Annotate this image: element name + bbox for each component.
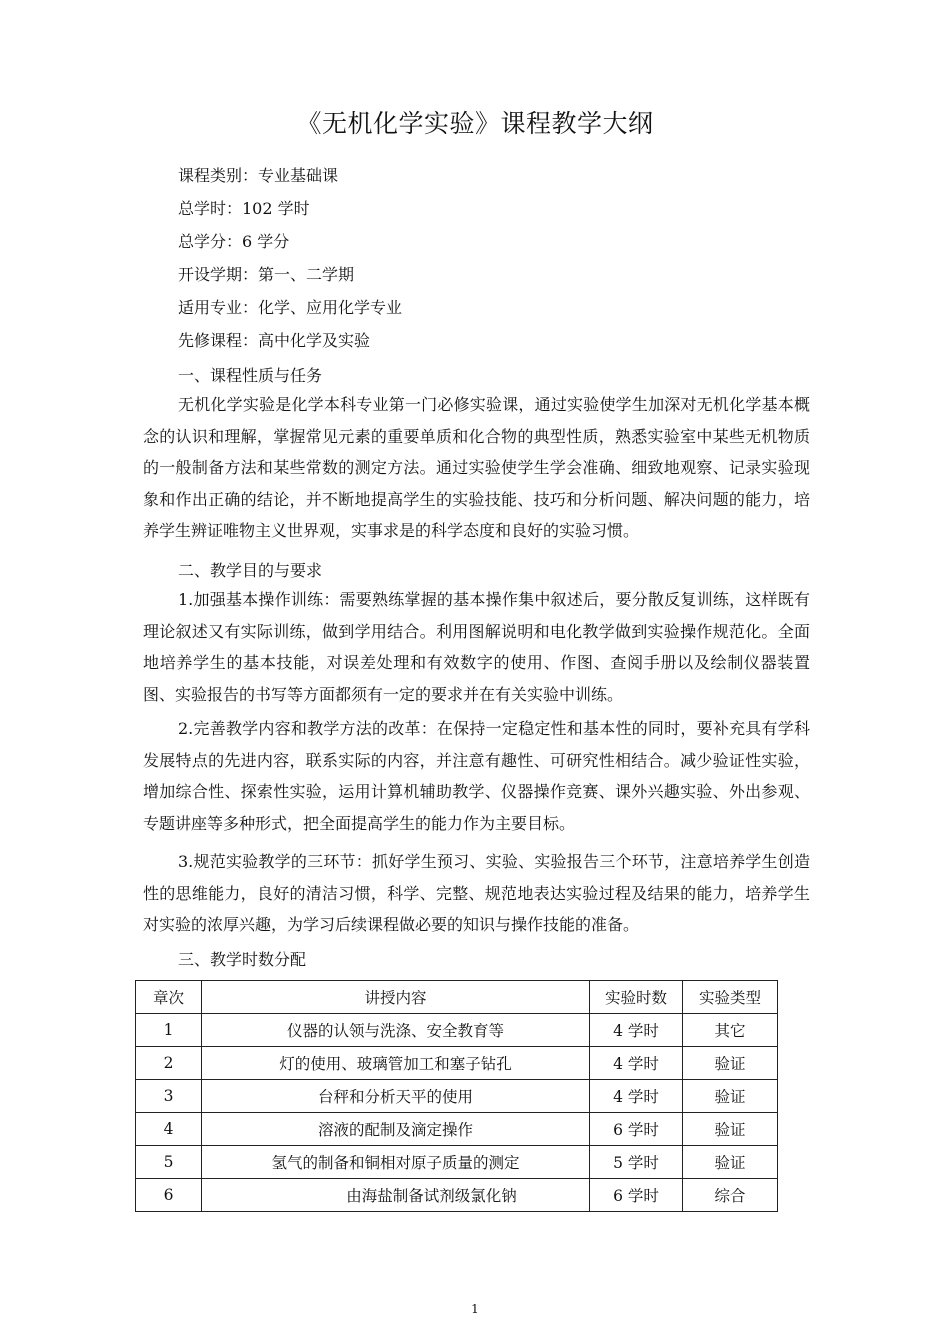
section2-item-3: 3.规范实验教学的三环节：抓好学生预习、实验、实验报告三个环节，注意培养学生创造性的思维能力，良好的清洁习惯，科学、完整、规范地表达实验过程及结果的能力，培养学生对实验的浓厚兴趣，为学习后续课程做必要的知识与操作技能的准备。 <box>143 852 810 934</box>
cell-content: 氢气的制备和铜相对原子质量的测定 <box>202 1146 590 1179</box>
cell-type: 验证 <box>683 1146 778 1179</box>
course-meta <box>178 165 402 363</box>
page-number: 1 <box>471 1302 479 1316</box>
cell-hours: 4 学时 <box>590 1047 683 1080</box>
section1-heading: 一、课程性质与任务 <box>178 366 323 385</box>
cell-hours: 6 学时 <box>590 1179 683 1212</box>
cell-chapter: 3 <box>136 1080 202 1113</box>
meta-total-credits: 总学分：6 学分 <box>178 232 290 251</box>
table-row <box>136 1179 778 1212</box>
table-row <box>136 1014 778 1047</box>
section3-heading: 三、教学时数分配 <box>178 950 307 969</box>
cell-type: 其它 <box>683 1014 778 1047</box>
section2-heading: 二、教学目的与要求 <box>178 561 323 580</box>
cell-type: 验证 <box>683 1047 778 1080</box>
table-row <box>136 1080 778 1113</box>
cell-type: 验证 <box>683 1113 778 1146</box>
document-title: 《无机化学实验》课程教学大纲 <box>296 109 654 138</box>
table-row <box>136 1047 778 1080</box>
section1-paragraph: 无机化学实验是化学本科专业第一门必修实验课，通过实验使学生加深对无机化学基本概念的认识和理解，掌握常见元素的重要单质和化合物的典型性质，熟悉实验室中某些无机物质的一般制备方法和某些常数的测定方法。通过实验使学生学会准确、细致地观察、记录实验现象和作出正确的结论，并不断地提高学生的实验技能、技巧和分析问题、解决问题的能力，培养学生辨证唯物主义世界观，实事求是的科学态度和良好的实验习惯。 <box>143 395 810 540</box>
table-row <box>136 1113 778 1146</box>
cell-chapter: 1 <box>136 1014 202 1047</box>
cell-chapter: 4 <box>136 1113 202 1146</box>
meta-majors: 适用专业：化学、应用化学专业 <box>178 298 403 317</box>
cell-content: 台秤和分析天平的使用 <box>202 1080 590 1113</box>
cell-hours: 4 学时 <box>590 1014 683 1047</box>
section2-item-1: 1.加强基本操作训练：需要熟练掌握的基本操作集中叙述后，要分散反复训练，这样既有理论叙述又有实际训练，做到学用结合。利用图解说明和电化教学做到实验操作规范化。全面地培养学生的基本技能，对误差处理和有效数字的使用、作图、查阅手册以及绘制仪器装置图、实验报告的书写等方面都须有一定的要求并在有关实验中训练。 <box>143 590 810 704</box>
header-hours: 实验时数 <box>590 981 683 1014</box>
meta-course-category: 课程类别：专业基础课 <box>178 166 339 185</box>
section2-item-2: 2.完善教学内容和教学方法的改革：在保持一定稳定性和基本性的同时，要补充具有学科发展特点的先进内容，联系实际的内容，并注意有趣性、可研究性相结合。减少验证性实验，增加综合性、探索性实验，运用计算机辅助教学、仪器操作竞赛、课外兴趣实验、外出参观、专题讲座等多种形式，把全面提高学生的能力作为主要目标。 <box>143 719 810 833</box>
cell-chapter: 6 <box>136 1179 202 1212</box>
cell-content: 溶液的配制及滴定操作 <box>202 1113 590 1146</box>
meta-prerequisites: 先修课程：高中化学及实验 <box>178 331 371 350</box>
cell-type: 综合 <box>683 1179 778 1212</box>
cell-hours: 4 学时 <box>590 1080 683 1113</box>
cell-hours: 6 学时 <box>590 1113 683 1146</box>
header-content: 讲授内容 <box>202 981 590 1014</box>
header-type: 实验类型 <box>683 981 778 1014</box>
cell-hours: 5 学时 <box>590 1146 683 1179</box>
cell-type: 验证 <box>683 1080 778 1113</box>
table-header-row <box>136 981 778 1014</box>
schedule-table <box>135 980 778 1212</box>
cell-content: 仪器的认领与洗涤、安全教育等 <box>202 1014 590 1047</box>
table-row <box>136 1146 778 1179</box>
header-chapter: 章次 <box>136 981 202 1014</box>
meta-semester: 开设学期：第一、二学期 <box>178 265 355 284</box>
cell-content: 由海盐制备试剂级氯化钠 <box>202 1179 590 1212</box>
cell-chapter: 2 <box>136 1047 202 1080</box>
meta-total-hours: 总学时：102 学时 <box>178 199 310 218</box>
cell-chapter: 5 <box>136 1146 202 1179</box>
cell-content: 灯的使用、玻璃管加工和塞子钻孔 <box>202 1047 590 1080</box>
